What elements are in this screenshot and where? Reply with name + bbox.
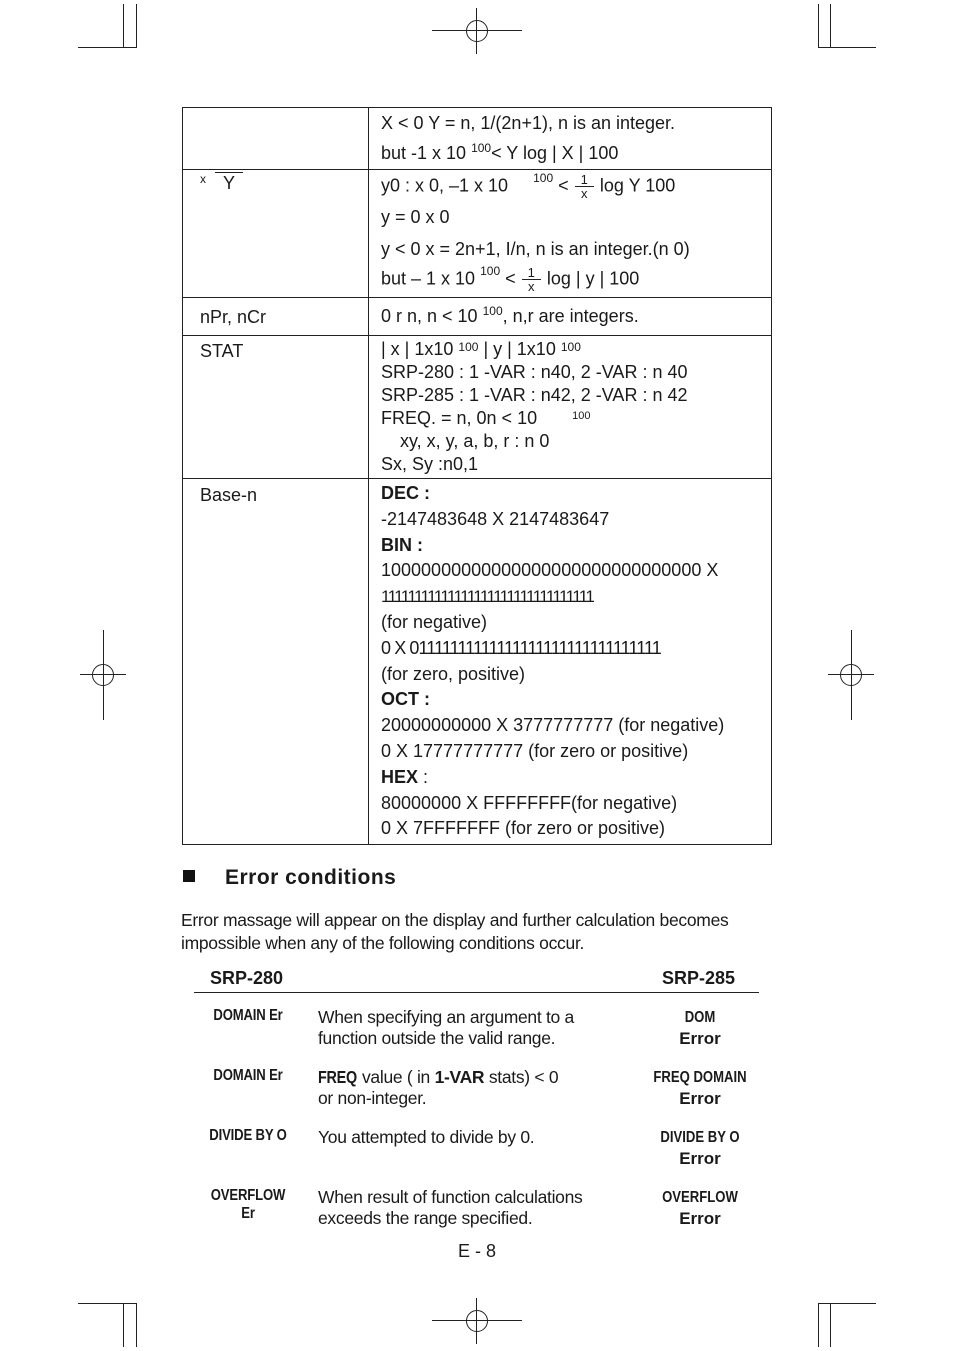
- stat-line-2: SRP-280 : 1 -VAR : n40, 2 -VAR : n 40: [381, 362, 688, 382]
- root-symbol: $^x$ Y: [200, 172, 243, 194]
- crop-mark: [78, 1303, 136, 1304]
- bin-line-2: 11111111111111111111111111111111: [381, 587, 594, 607]
- intro-paragraph: Error massage will appear on the display and further calculation becomes impossible when any of the following conditions occur.: [181, 910, 729, 953]
- stat-line-3: SRP-285 : 1 -VAR : n42, 2 -VAR : n 42: [381, 385, 688, 405]
- error-description: You attempted to divide by 0.: [318, 1127, 535, 1147]
- table-row-npr: [183, 298, 772, 336]
- oct-line-1: 20000000000 X 3777777777 (for negative): [381, 715, 725, 736]
- error-code: DOMAIN Er: [213, 1067, 283, 1084]
- error-code-right: OVERFLOW Error: [662, 1189, 738, 1228]
- bullet-square-icon: [183, 870, 195, 882]
- table-cell-value: [369, 479, 772, 845]
- crop-mark: [123, 1303, 124, 1347]
- bin-line-1: 10000000000000000000000000000000 X: [381, 560, 719, 581]
- table-cell-label: Base-n: [183, 479, 369, 845]
- hex-title: HEX :: [381, 766, 429, 787]
- table-cell-label: STAT: [183, 336, 369, 479]
- root-line-1: y0 : x 0, –1 x 10 $^{100}$ < $\frac{1}{x}$ log Y 100: [381, 171, 676, 201]
- bin-line-3: (for negative): [381, 611, 488, 632]
- model-label-right: SRP-285: [662, 968, 736, 988]
- input-range-table: [182, 107, 772, 845]
- crop-mark: [830, 1303, 831, 1347]
- table-cell-label: nPr, nCr: [183, 298, 369, 336]
- crop-mark: [78, 47, 136, 48]
- table-cell-label: [183, 170, 369, 298]
- dec-title: DEC :: [381, 483, 430, 503]
- table-row-basen: [183, 479, 772, 845]
- table-cell-value: [369, 298, 772, 336]
- registration-mark-top: [432, 8, 522, 54]
- root-line-4: but – 1 x 10 $^{100}$ < $\frac{1}{x}$ log | y | 100: [381, 264, 640, 294]
- root-line-2: y = 0 x 0: [381, 207, 450, 227]
- crop-mark: [830, 4, 831, 48]
- oct-title: OCT :: [381, 689, 430, 710]
- crop-mark: [136, 4, 137, 48]
- section-heading: Error conditions: [183, 866, 396, 890]
- error-code: OVERFLOW Er: [210, 1187, 286, 1222]
- page-number: E - 8: [457, 1241, 496, 1261]
- crop-mark: [123, 4, 124, 48]
- hex-line-1: 80000000 X FFFFFFFF(for negative): [381, 792, 678, 813]
- model-label-left: SRP-280: [210, 968, 284, 988]
- error-code: DOMAIN Er: [213, 1007, 283, 1024]
- error-code-right: DOM Error: [679, 1009, 721, 1048]
- table-cell-value: [369, 336, 772, 479]
- stat-line-4: FREQ. = n, 0n < 10 $^{100}$: [381, 408, 591, 428]
- error-code: DIVIDE BY O: [209, 1127, 287, 1144]
- crop-mark: [136, 1303, 137, 1347]
- error-code-right: FREQ DOMAIN Error: [653, 1069, 747, 1108]
- bin-title: BIN :: [381, 534, 423, 555]
- registration-mark-bottom: [432, 1298, 522, 1344]
- bin-line-5: (for zero, positive): [381, 663, 526, 684]
- root-line-3: y < 0 x = 2n+1, I/n, n is an integer.(n 0): [381, 239, 690, 259]
- crop-mark: [818, 1303, 876, 1304]
- error-code-right: DIVIDE BY O Error: [660, 1129, 740, 1168]
- bin-line-4: 0 X 01111111111111111111111111111111: [381, 637, 661, 658]
- power-line-1: X < 0 Y = n, 1/(2n+1), n is an integer.: [381, 113, 676, 133]
- table-row-power: [183, 108, 772, 170]
- crop-mark: [818, 47, 876, 48]
- npr-line: 0 r n, n < 10 $^{100}$, n,r are integers.: [381, 304, 639, 326]
- crop-mark: [818, 4, 819, 48]
- table-cell-value: [369, 170, 772, 298]
- divider: [194, 992, 759, 993]
- stat-line-1: | x | 1x10 $^{100}$ | y | 1x10 $^{100}$: [381, 339, 581, 359]
- dec-range: -2147483648 X 2147483647: [381, 508, 610, 529]
- stat-line-5: xy, x, y, a, b, r : n 0: [400, 431, 550, 451]
- error-description: When specifying an argument to a function outside the valid range.: [318, 1007, 574, 1048]
- oct-line-2: 0 X 17777777777 (for zero or positive): [381, 740, 689, 761]
- power-line-2: but -1 x 10 $^{100}$< Y log | X | 100: [381, 141, 619, 163]
- table-row-root: [183, 170, 772, 298]
- error-description: When result of function calculations exceeds the range specified.: [318, 1187, 583, 1228]
- table-row-stat: [183, 336, 772, 479]
- hex-line-2: 0 X 7FFFFFFF (for zero or positive): [381, 818, 666, 839]
- stat-line-6: Sx, Sy :n0,1: [381, 454, 479, 474]
- table-cell-value: [369, 108, 772, 170]
- error-description: FREQ value ( in 1-VAR stats) < 0 or non-integer.: [318, 1067, 559, 1108]
- crop-mark: [818, 1303, 819, 1347]
- registration-mark-right: [828, 630, 874, 720]
- table-cell-label: [183, 108, 369, 170]
- registration-mark-left: [80, 630, 126, 720]
